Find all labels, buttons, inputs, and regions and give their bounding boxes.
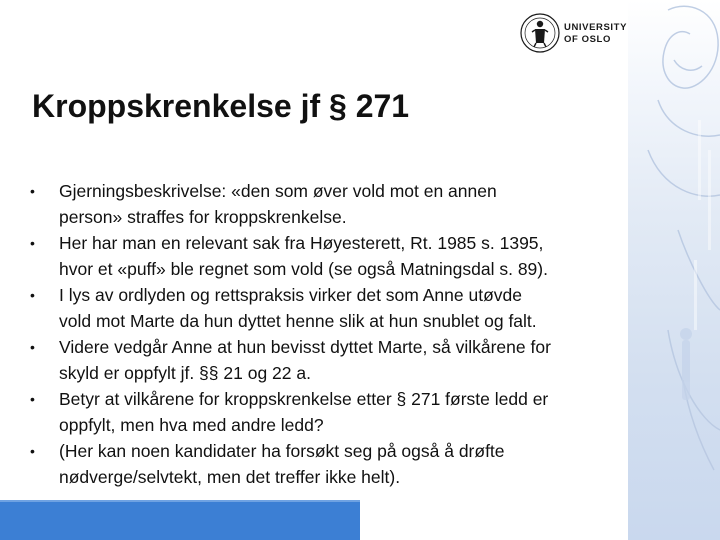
bullet-item [30, 178, 630, 230]
bullet-text-line: oppfylt, men hva med andre ledd? [59, 415, 324, 435]
university-wordmark [564, 22, 627, 46]
bullet-text-line: Her har man en relevant sak fra Høyesterett, Rt. 1985 s. 1395, [59, 233, 544, 253]
bullet-text-line: nødverge/selvtekt, men det treffer ikke helt). [59, 467, 401, 487]
bullet-marker: • [30, 235, 35, 251]
bullet-marker: • [30, 443, 35, 459]
bullet-item [30, 334, 630, 386]
bullet-text-line: Gjerningsbeskrivelse: «den som øver vold mot en annen [59, 181, 497, 201]
bullet-marker: • [30, 339, 35, 355]
bullet-marker: • [30, 391, 35, 407]
bullet-text-line: hvor et «puff» ble regnet som vold (se også Matningsdal s. 89). [59, 259, 548, 279]
bullet-text-line: vold mot Marte da hun dyttet henne slik at hun snublet og falt. [59, 311, 537, 331]
wordmark-line-1: UNIVERSITY [564, 22, 628, 33]
decorative-side-panel [628, 0, 720, 540]
bottom-accent-line [0, 500, 360, 502]
bottom-accent-bar [0, 500, 360, 540]
bullet-marker: • [30, 183, 35, 199]
bullet-item [30, 386, 630, 438]
bullet-text-line: Videre vedgår Anne at hun bevisst dyttet Marte, så vilkårene for [59, 337, 551, 357]
bullet-item [30, 438, 630, 490]
bullet-text-line: person» straffes for kroppskrenkelse. [59, 207, 347, 227]
bullet-text-line: Betyr at vilkårene for kroppskrenkelse etter § 271 første ledd er [59, 389, 549, 409]
bullet-text-line: (Her kan noen kandidater ha forsøkt seg på også å drøfte [59, 441, 505, 461]
statue-watermark [628, 0, 720, 540]
bullet-text-line: I lys av ordlyden og rettspraksis virker det som Anne utøvde [59, 285, 522, 305]
bullet-list [30, 178, 630, 490]
bullet-item [30, 282, 630, 334]
wordmark-line-2: OF OSLO [564, 34, 611, 45]
slide-title: Kroppskrenkelse jf § 271 [32, 88, 410, 124]
university-logo [520, 10, 638, 56]
university-seal-icon [520, 12, 560, 54]
bullet-text-line: skyld er oppfylt jf. §§ 21 og 22 a. [59, 363, 311, 383]
bullet-marker: • [30, 287, 35, 303]
bullet-item [30, 230, 630, 282]
